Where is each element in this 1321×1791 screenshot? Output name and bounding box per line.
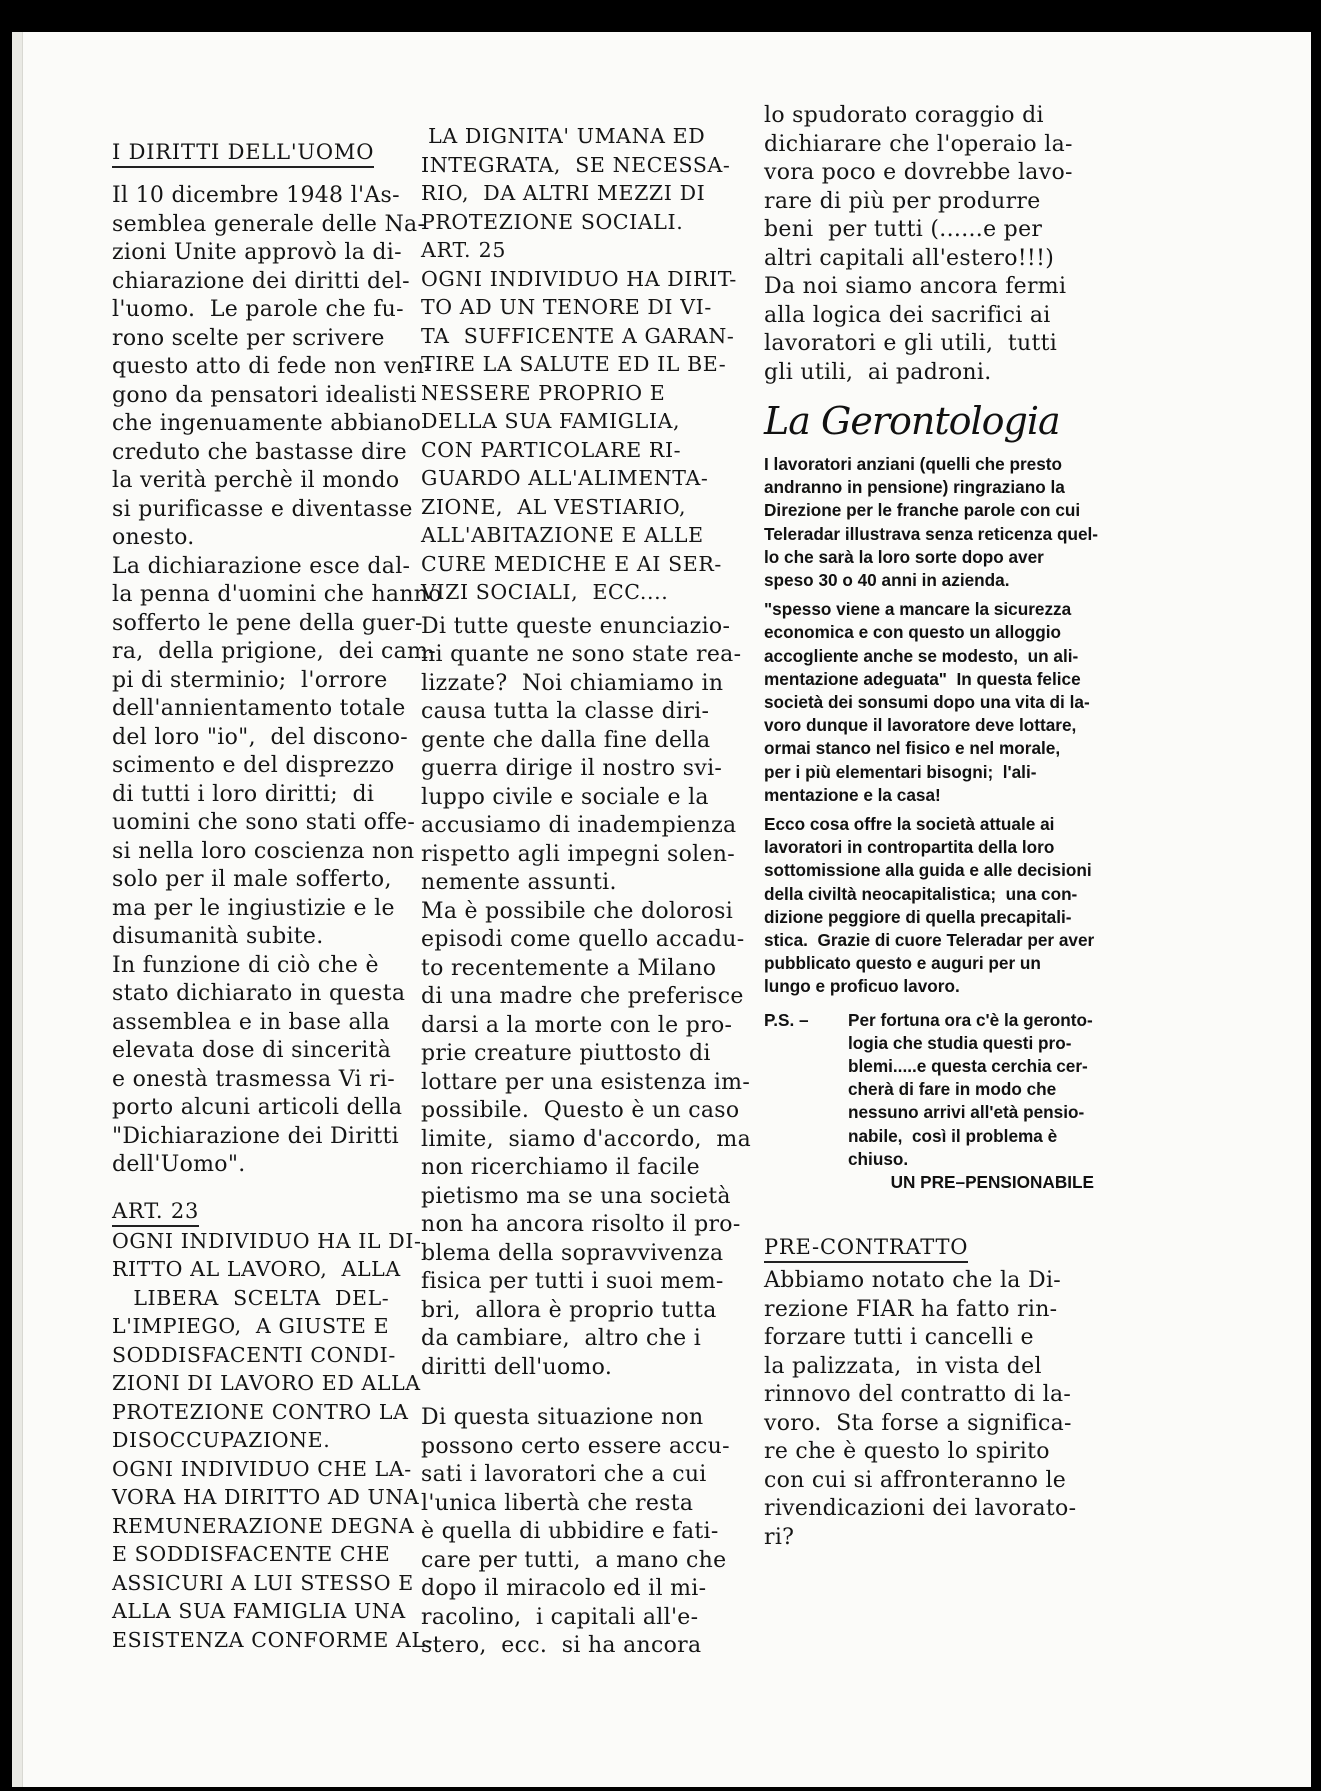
text-line: PROTEZIONE SOCIALI. xyxy=(421,209,684,234)
text-line: La dichiarazione esce dal- xyxy=(112,553,411,579)
art23-text xyxy=(112,1227,472,1655)
text-line: questo atto di fede non ven- xyxy=(112,354,433,379)
text-line: Da noi siamo ancora fermi xyxy=(764,274,1067,299)
text-line: scimento e del disprezzo xyxy=(112,753,395,778)
text-line: di tutti i loro diritti; di xyxy=(112,781,375,807)
text-line: chiuso. xyxy=(848,1148,909,1169)
text-line: "Dichiarazione dei Diritti xyxy=(112,1123,399,1149)
text-line: pietismo ma se una società xyxy=(421,1183,731,1209)
text-line: LIBERA SCELTA DEL- xyxy=(112,1285,390,1310)
text-line: care per tutti, a mano che xyxy=(421,1547,727,1573)
text-line: la verità perchè il mondo xyxy=(112,468,400,493)
text-line: dichiarare che l'operaio la- xyxy=(764,131,1073,157)
text-line: la penna d'uomini che hanno xyxy=(112,582,442,607)
text-line: lottare per una esistenza im- xyxy=(421,1069,751,1095)
text-line: chiarazione dei diritti del- xyxy=(112,268,410,294)
text-line: rare di più per produrre xyxy=(764,188,1041,214)
text-line: I lavoratori anziani (quelli che presto xyxy=(764,454,1062,474)
text-line: voro dunque il lavoratore deve lottare, xyxy=(764,715,1077,736)
text-line: RIO, DA ALTRI MEZZI DI xyxy=(421,181,706,205)
newsletter-page xyxy=(12,32,1311,1787)
text-line: prie creature piuttosto di xyxy=(421,1041,711,1066)
text-line: dizione peggiore di quella precapitali- xyxy=(764,906,1072,927)
text-line: voro. Sta forse a significa- xyxy=(764,1410,1072,1436)
column-diritti-uomo xyxy=(112,139,472,1654)
text-line: pi di sterminio; l'orrore xyxy=(112,667,388,693)
text-line: lo che sarà la loro sorte dopo aver xyxy=(764,546,1044,567)
text-line: zioni Unite approvò la di- xyxy=(112,240,402,265)
text-line: Direzione per le franche parole con cui xyxy=(764,500,1081,521)
text-line: assemblea e in base alla xyxy=(112,1009,391,1035)
text-line: Per fortuna ora c'è la geronto- xyxy=(848,1009,1093,1030)
text-line: rezione FIAR ha fatto rin- xyxy=(764,1296,1058,1322)
text-line: lavoratori in contropartita della loro xyxy=(764,837,1055,858)
commentary-continuation xyxy=(764,102,1094,387)
text-line: per i più elementari bisogni; l'ali- xyxy=(764,761,1037,782)
text-line: ri? xyxy=(764,1524,795,1550)
text-line: diritti dell'uomo. xyxy=(421,1354,613,1380)
text-line: DELLA SUA FAMIGLIA, xyxy=(421,409,681,433)
text-line: mentazione e la casa! xyxy=(764,784,941,805)
text-line: "spesso viene a mancare la sicurezza xyxy=(764,599,1072,620)
postscript xyxy=(764,1009,1094,1171)
text-line: Ma è possibile che dolorosi xyxy=(421,898,734,924)
text-line: causa tutta la classe diri- xyxy=(421,699,710,724)
text-line: rinnovo del contratto di la- xyxy=(764,1382,1072,1408)
text-line: porto alcuni articoli della xyxy=(112,1095,403,1120)
text-line: L'IMPIEGO, A GIUSTE E xyxy=(112,1314,390,1338)
column-gerontologia xyxy=(764,102,1099,1552)
text-line: la palizzata, in vista del xyxy=(764,1353,1042,1379)
text-line: fisica per tutti i suoi mem- xyxy=(421,1269,724,1294)
text-line: rono scelte per scrivere xyxy=(112,325,385,351)
article-body xyxy=(112,182,472,1180)
text-line: TA SUFFICENTE A GARAN- xyxy=(421,323,735,348)
art25-title: ART. 25 xyxy=(421,238,507,262)
text-line: pubblicato questo e auguri per un xyxy=(764,953,1041,974)
text-line: OGNI INDIVIDUO HA DIRIT- xyxy=(421,266,737,291)
art23-continuation xyxy=(421,122,771,236)
text-line: re che è questo lo spirito xyxy=(764,1439,1050,1465)
text-line: beni per tutti (......e per xyxy=(764,217,1043,242)
text-line: ALL'ABITAZIONE E ALLE xyxy=(421,523,704,547)
text-line: rivendicazioni dei lavorato- xyxy=(764,1496,1077,1522)
gerontologia-para-1 xyxy=(764,453,1099,592)
text-line: possono certo essere accu- xyxy=(421,1433,730,1459)
text-line: l'unica libertà che resta xyxy=(421,1490,694,1516)
text-line: PROTEZIONE CONTRO LA xyxy=(112,1399,409,1424)
text-line: cherà di fare in modo che xyxy=(848,1079,1057,1100)
text-line: accogliente anche se modesto, un ali- xyxy=(764,645,1079,666)
text-line: blema della sopravvivenza xyxy=(421,1240,724,1266)
text-line: racolino, i capitali all'e- xyxy=(421,1604,699,1630)
text-line: to recentemente a Milano xyxy=(421,955,717,981)
text-line: della civiltà neocapitalistica; una con- xyxy=(764,883,1078,904)
text-line: mentazione adeguata" In questa felice xyxy=(764,668,1081,689)
text-line: logia che studia questi pro- xyxy=(848,1032,1072,1053)
text-line: sofferto le pene della guer- xyxy=(112,610,423,636)
text-line: gono da pensatori idealisti xyxy=(112,382,417,408)
text-line: limite, siamo d'accordo, ma xyxy=(421,1126,751,1152)
text-line: altri capitali all'estero!!!) xyxy=(764,245,1055,271)
text-line: DISOCCUPAZIONE. xyxy=(112,1428,331,1452)
text-line: ASSICURI A LUI STESSO E xyxy=(112,1570,414,1595)
text-line: andranno in pensione) ringraziano la xyxy=(764,477,1065,498)
text-line: è quella di ubbidire e fati- xyxy=(421,1519,719,1544)
commentary-para-2 xyxy=(421,1404,771,1661)
text-line: Il 10 dicembre 1948 l'As- xyxy=(112,183,400,208)
page-binding-edge xyxy=(12,32,23,1787)
section-title-diritti: I DIRITTI DELL'UOMO xyxy=(112,139,374,168)
text-line: economica e con questo un alloggio xyxy=(764,622,1061,643)
text-line: da cambiare, altro che i xyxy=(421,1326,702,1351)
signature: UN PRE–PENSIONABILE xyxy=(890,1172,1094,1193)
text-line: solo per il male sofferto, xyxy=(112,867,392,892)
text-line: possibile. Questo è un caso xyxy=(421,1098,740,1123)
section-title-precontratto: PRE-CONTRATTO xyxy=(764,1234,968,1263)
text-line: dell'annientamento totale xyxy=(112,696,406,721)
text-line: elevata dose di sincerità xyxy=(112,1038,392,1063)
text-line: CURE MEDICHE E AI SER- xyxy=(421,551,722,576)
text-line: TIRE LA SALUTE ED IL BE- xyxy=(421,352,727,376)
text-line: lo spudorato coraggio di xyxy=(764,103,1044,128)
text-line: VIZI SOCIALI, ECC.... xyxy=(421,580,669,604)
text-line: alla logica dei sacrifici ai xyxy=(764,302,1051,328)
text-line: TO AD UN TENORE DI VI- xyxy=(421,295,712,319)
text-line: ni quante ne sono state rea- xyxy=(421,642,742,667)
text-line: Ecco cosa offre la società attuale ai xyxy=(764,814,1055,835)
text-line: non ricerchiamo il facile xyxy=(421,1155,700,1180)
text-line: ma per le ingiustizie e le xyxy=(112,895,395,921)
text-line: accusiamo di inadempienza xyxy=(421,813,737,838)
text-line: nabile, così il problema è xyxy=(848,1125,1058,1146)
text-line: Teleradar illustrava senza reticenza quel- xyxy=(764,523,1099,544)
text-line: LA DIGNITA' UMANA ED xyxy=(421,124,706,148)
text-line: ormai stanco nel fisico e nel morale, xyxy=(764,738,1061,759)
text-line: dopo il miracolo ed il mi- xyxy=(421,1576,707,1601)
text-line: Abbiamo notato che la Di- xyxy=(764,1268,1062,1294)
text-line: SODDISFACENTI CONDI- xyxy=(112,1342,396,1367)
text-line: bri, allora è proprio tutta xyxy=(421,1297,717,1323)
art25-text xyxy=(421,265,771,607)
text-line: rispetto agli impegni solen- xyxy=(421,841,736,867)
gerontologia-para-3 xyxy=(764,813,1094,999)
text-line: Di tutte queste enunciazio- xyxy=(421,613,731,639)
text-line: forzare tutti i cancelli e xyxy=(764,1325,1034,1351)
text-line: si nella loro coscienza non xyxy=(112,838,415,864)
text-line: lizzate? Noi chiamiamo in xyxy=(421,670,724,696)
text-line: lavoratori e gli utili, tutti xyxy=(764,331,1058,356)
text-line: INTEGRATA, SE NECESSA- xyxy=(421,152,731,177)
text-line: di una madre che preferisce xyxy=(421,984,744,1009)
column-articles xyxy=(421,122,771,1661)
text-line: blemi.....e questa cerchia cer- xyxy=(848,1056,1088,1077)
text-line: NESSERE PROPRIO E xyxy=(421,380,666,405)
text-line: con cui si affronteranno le xyxy=(764,1467,1067,1493)
text-line: luppo civile e sociale e la xyxy=(421,784,709,810)
text-line: stato dichiarato in questa xyxy=(112,981,406,1006)
text-line: gente che dalla fine della xyxy=(421,727,711,753)
text-line: OGNI INDIVIDUO HA IL DI- xyxy=(112,1228,422,1253)
text-line: GUARDO ALL'ALIMENTA- xyxy=(421,466,709,490)
ps-label: P.S. – xyxy=(764,1009,809,1030)
text-line: ALLA SUA FAMIGLIA UNA xyxy=(112,1599,406,1623)
text-line: semblea generale delle Na- xyxy=(112,211,426,237)
text-line: ra, della prigione, dei cam- xyxy=(112,639,436,664)
text-line: vora poco e dovrebbe lavo- xyxy=(764,160,1073,185)
text-line: l'uomo. Le parole che fu- xyxy=(112,297,404,322)
text-line: guerra dirige il nostro svi- xyxy=(421,756,723,781)
text-line: gli utili, ai padroni. xyxy=(764,359,992,385)
text-line: nemente assunti. xyxy=(421,870,617,895)
text-line: del loro "io", del discono- xyxy=(112,724,409,750)
text-line: E SODDISFACENTE CHE xyxy=(112,1542,391,1566)
text-line: RITTO AL LAVORO, ALLA xyxy=(112,1257,401,1281)
gerontologia-para-2 xyxy=(764,598,1094,807)
text-line: ZIONI DI LAVORO ED ALLA xyxy=(112,1371,421,1395)
text-line: In funzione di ciò che è xyxy=(112,952,379,978)
text-line: stica. Grazie di cuore Teleradar per aver xyxy=(764,930,1095,951)
text-line: disumanità subite. xyxy=(112,924,324,949)
text-line: CON PARTICOLARE RI- xyxy=(421,437,682,462)
text-line: lungo e proficuo lavoro. xyxy=(764,976,960,997)
text-line: sati i lavoratori che a cui xyxy=(421,1462,707,1487)
text-line: nessuno arrivi all'età pensio- xyxy=(848,1102,1085,1123)
text-line: speso 30 o 40 anni in azienda. xyxy=(764,570,1010,591)
text-line: Di questa situazione non xyxy=(421,1405,704,1430)
text-line: OGNI INDIVIDUO CHE LA- xyxy=(112,1456,412,1481)
text-line: società dei sonsumi dopo una vita di la- xyxy=(764,692,1090,713)
text-line: stero, ecc. si ha ancora xyxy=(421,1633,702,1658)
text-line: si purificasse e diventasse xyxy=(112,496,413,522)
text-line: REMUNERAZIONE DEGNA xyxy=(112,1513,415,1538)
art23-title: ART. 23 xyxy=(112,1198,199,1227)
gerontologia-heading: La Gerontologia xyxy=(764,399,1060,443)
ps-text xyxy=(848,1009,1093,1171)
text-line: e onestà trasmessa Vi ri- xyxy=(112,1066,396,1092)
text-line: che ingenuamente abbiano xyxy=(112,411,422,436)
precontratto-text xyxy=(764,1267,1094,1552)
text-line: ZIONE, AL VESTIARIO, xyxy=(421,494,687,519)
text-line: dell'Uomo". xyxy=(112,1152,246,1177)
text-line: sottomissione alla guida e alle decisioni xyxy=(764,860,1092,881)
text-line: darsi a la morte con le pro- xyxy=(421,1012,733,1038)
text-line: episodi come quello accadu- xyxy=(421,927,745,952)
text-line: uomini che sono stati offe- xyxy=(112,810,416,835)
text-line: creduto che bastasse dire xyxy=(112,439,407,465)
text-line: onesto. xyxy=(112,525,195,550)
commentary-para-1 xyxy=(421,613,771,1383)
text-line: ESISTENZA CONFORME AL- xyxy=(112,1627,434,1652)
text-line: VORA HA DIRITTO AD UNA xyxy=(112,1485,420,1509)
text-line: non ha ancora risolto il pro- xyxy=(421,1212,741,1237)
